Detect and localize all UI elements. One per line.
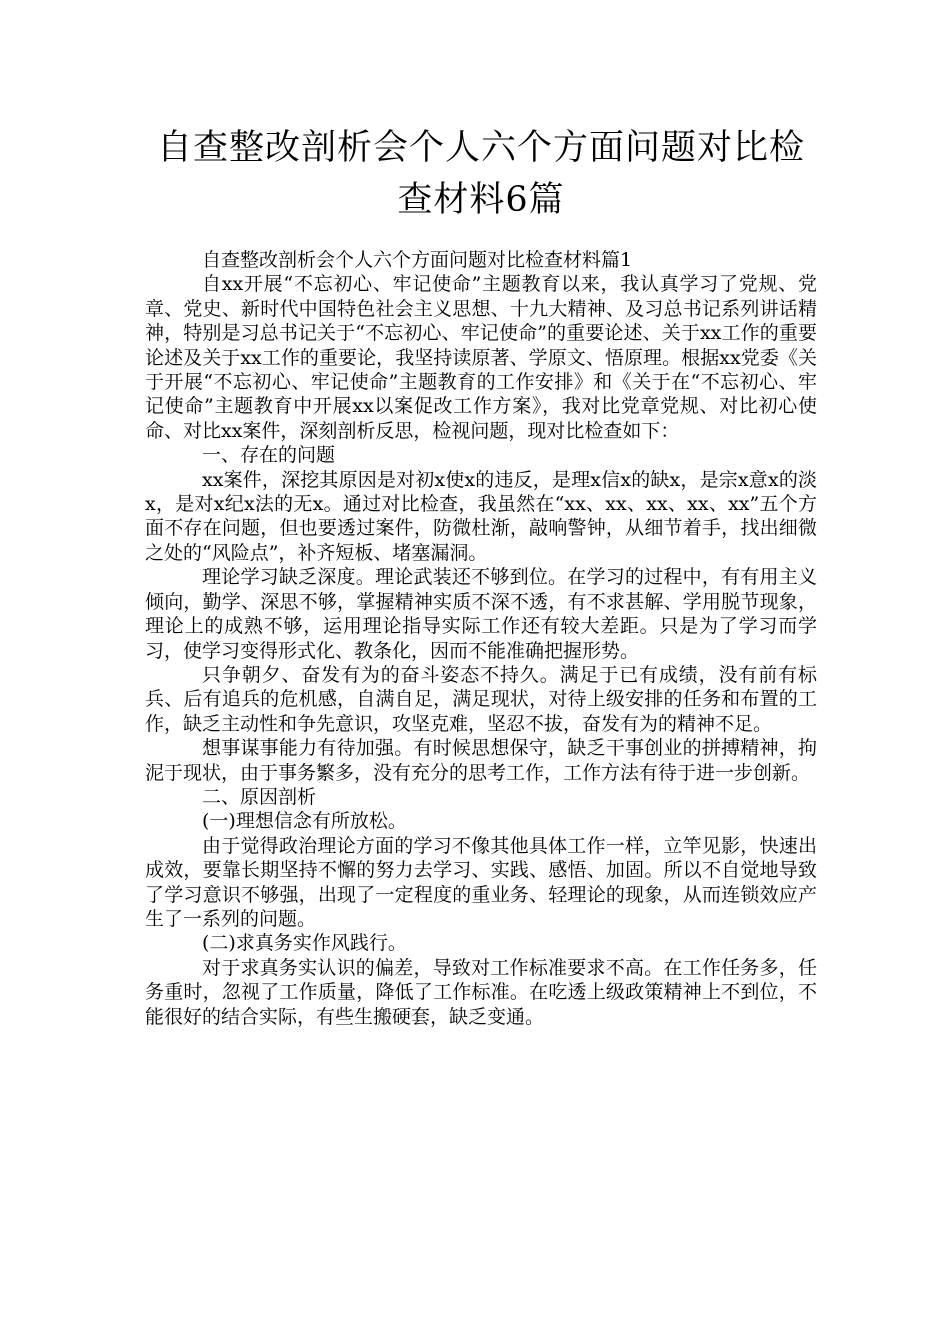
paragraph: 想事谋事能力有待加强。有时候思想保守，缺乏干事创业的拼搏精神，拘泥于现状，由于事务繁多，没有充分的思考工作，工作方法有待于进一步创新。 — [145, 737, 817, 784]
section-heading: 二、原因剖析 — [202, 785, 317, 808]
paragraph: xx案件，深挖其原因是对初x使x的违反，是理x信x的缺x，是宗x意x的淡x，是对x纪x法的无x。通过对比检查，我虽然在“xx、xx、xx、xx、xx”五个方面不存在问题，但也要透过案件，防微杜渐，敲响警钟，从细节着手，找出细微之处的“风险点”，补齐短板、堵塞漏洞。 — [145, 468, 817, 564]
subsection-heading: (一)理想信念有所放松。 — [202, 810, 407, 833]
section-heading: 一、存在的问题 — [202, 444, 336, 467]
section-heading: 自查整改剖析会个人六个方面问题对比检查材料篇1 — [202, 249, 633, 271]
paragraph: 只争朝夕、奋发有为的奋斗姿态不持久。满足于已有成绩，没有前有标兵、后有追兵的危机感，自满自足，满足现状，对待上级安排的任务和布置的工作，缺乏主动性和争先意识，攻坚克难，坚忍不拔，奋发有为的精神不足。 — [145, 663, 817, 735]
subsection-heading: (二)求真务实作风践行。 — [202, 932, 407, 955]
document-body — [145, 248, 817, 1029]
paragraph: 由于觉得政治理论方面的学习不像其他具体工作一样，立竿见影，快速出成效，要靠长期坚持不懈的努力去学习、实践、感悟、加固。所以不自觉地导致了学习意识不够强，出现了一定程度的重业务、轻理论的现象，从而连锁效应产生了一系列的问题。 — [145, 834, 817, 930]
document-title — [145, 122, 817, 226]
title-line-1: 自查整改剖析会个人六个方面问题对比检 — [156, 128, 805, 168]
paragraph: 自xx开展“不忘初心、牢记使命”主题教育以来，我认真学习了党规、党章、党史、新时代中国特色社会主义思想、十九大精神、及习总书记系列讲话精神，特别是习总书记关于“不忘初心、牢记使命”的重要论述、关于xx工作的重要论述及关于xx工作的重要论，我坚持读原著、学原文、悟原理。根据xx党委《关于开展“不忘初心、牢记使命”主题教育的工作安排》和《关于在“不忘初心、牢记使命”主题教育中开展xx以案促改工作方案》，我对比党章党规、对比初心使命、对比xx案件，深刻剖析反思，检视问题，现对比检查如下： — [145, 273, 817, 442]
title-line-2: 查材料6篇 — [397, 180, 565, 220]
paragraph: 对于求真务实认识的偏差，导致对工作标准要求不高。在工作任务多，任务重时，忽视了工作质量，降低了工作标准。在吃透上级政策精神上不到位，不能很好的结合实际，有些生搬硬套，缺乏变通。 — [145, 956, 817, 1028]
paragraph: 理论学习缺乏深度。理论武装还不够到位。在学习的过程中，有有用主义倾向，勤学、深思不够，掌握精神实质不深不透，有不求甚解、学用脱节现象，理论上的成熟不够，运用理论指导实际工作还有较大差距。只是为了学习而学习，使学习变得形式化、教条化，因而不能准确把握形势。 — [145, 566, 817, 662]
